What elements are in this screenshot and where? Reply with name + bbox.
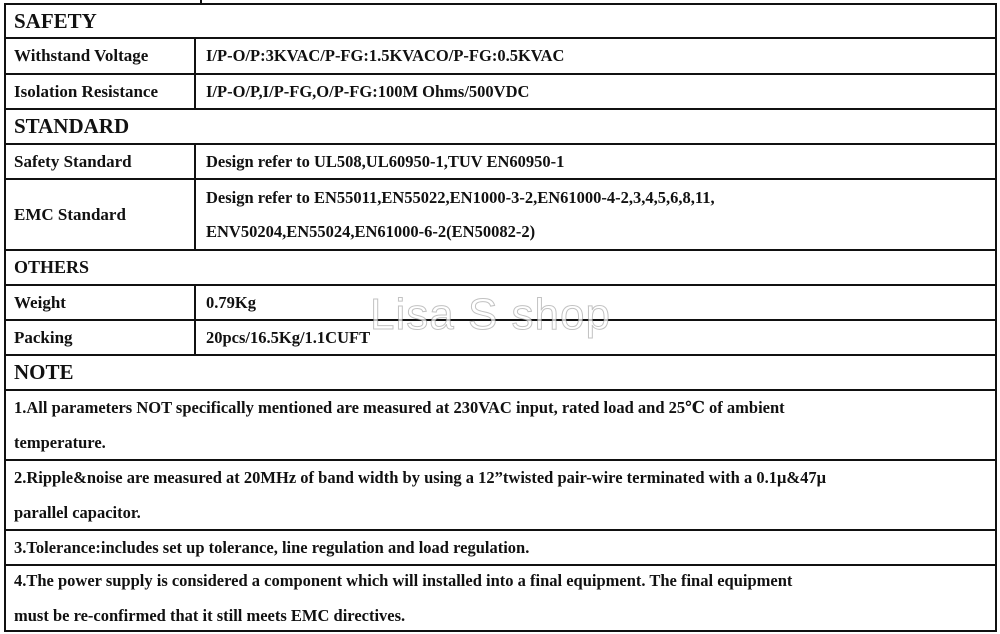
note-2-line1: 2.Ripple&noise are measured at 20MHz of band width by using a 12”twisted pair-wire terminated with a 0.1μ&47μ — [14, 468, 826, 487]
label-safety-standard: Safety Standard — [6, 145, 196, 178]
row-weight — [6, 286, 995, 321]
spec-table — [4, 3, 997, 632]
row-withstand-voltage — [6, 39, 995, 75]
value-packing — [196, 321, 995, 354]
note-2 — [6, 461, 995, 531]
section-title-standard: STANDARD — [14, 114, 130, 138]
value-emc-standard-line1: Design refer to EN55011,EN55022,EN1000-3-2,EN61000-4-2,3,4,5,6,8,11, — [206, 187, 715, 207]
value-isolation-resistance-text: I/P-O/P,I/P-FG,O/P-FG:100M Ohms/500VDC — [206, 81, 530, 101]
note-1 — [6, 391, 995, 461]
section-title-safety: SAFETY — [14, 8, 97, 33]
section-safety — [6, 5, 995, 39]
row-packing — [6, 321, 995, 356]
label-withstand-voltage: Withstand Voltage — [6, 39, 196, 73]
note-1-line1: 1.All parameters NOT specifically mentioned are measured at 230VAC input, rated load and 25℃ of ambient — [14, 398, 785, 417]
section-title-note: NOTE — [14, 360, 74, 384]
note-4 — [6, 566, 995, 629]
value-emc-standard-line2: ENV50204,EN55024,EN61000-6-2(EN50082-2) — [206, 221, 536, 241]
value-safety-standard-text: Design refer to UL508,UL60950-1,TUV EN60950-1 — [206, 151, 565, 171]
section-standard — [6, 110, 995, 145]
value-weight-text: 0.79Kg — [206, 292, 256, 312]
label-weight: Weight — [6, 286, 196, 319]
section-title-others: OTHERS — [14, 257, 90, 277]
row-emc-standard — [6, 180, 995, 251]
note-2-line2: parallel capacitor. — [14, 503, 141, 522]
row-isolation-resistance — [6, 75, 995, 110]
value-packing-text: 20pcs/16.5Kg/1.1CUFT — [206, 327, 371, 347]
note-4-line1: 4.The power supply is considered a component which will installed into a final equipment. The final equipment — [14, 570, 793, 590]
value-withstand-voltage — [196, 39, 995, 73]
value-safety-standard — [196, 145, 995, 178]
row-safety-standard — [6, 145, 995, 180]
label-packing: Packing — [6, 321, 196, 354]
note-4-line2: must be re-confirmed that it still meets EMC directives. — [14, 605, 406, 625]
value-isolation-resistance — [196, 75, 995, 108]
value-weight — [196, 286, 995, 319]
value-withstand-voltage-text: I/P-O/P:3KVAC/P-FG:1.5KVACO/P-FG:0.5KVAC — [206, 46, 565, 65]
section-note — [6, 356, 995, 391]
label-emc-standard: EMC Standard — [6, 180, 196, 249]
note-3 — [6, 531, 995, 566]
note-3-line1: 3.Tolerance:includes set up tolerance, line regulation and load regulation. — [14, 538, 530, 557]
label-isolation-resistance: Isolation Resistance — [6, 75, 196, 108]
section-others — [6, 251, 995, 286]
value-emc-standard — [196, 180, 995, 249]
shop-watermark: Lisa S shop — [370, 290, 611, 339]
note-1-line2: temperature. — [14, 433, 106, 452]
